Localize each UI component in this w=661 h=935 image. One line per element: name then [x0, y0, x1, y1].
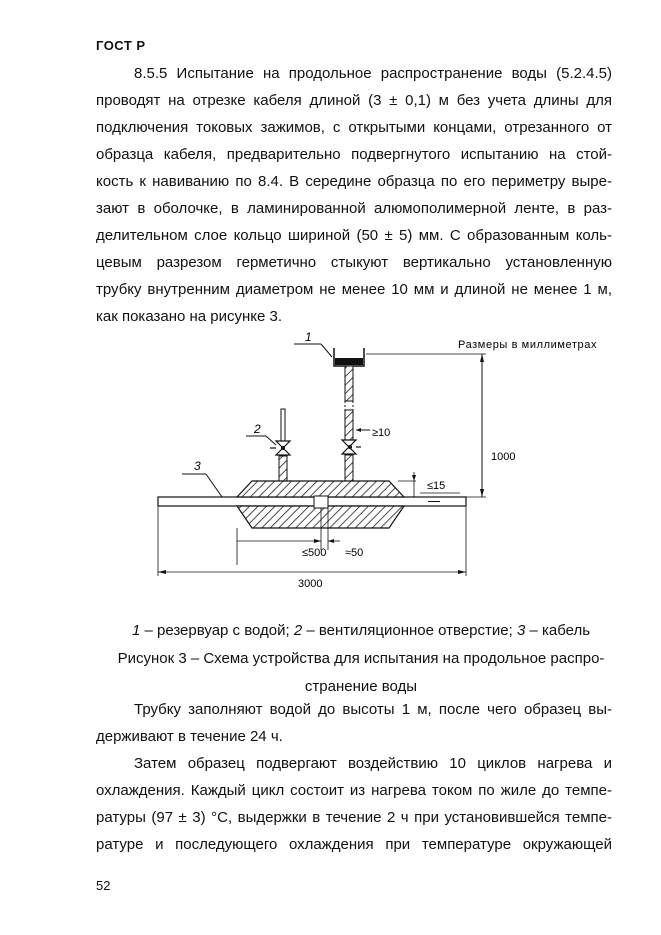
vertical-tube: [345, 366, 353, 481]
legend-num: 2: [293, 622, 303, 639]
paragraph-cycles: [96, 750, 612, 858]
text-line: Трубку заполняют водой до высоты 1 м, после чего образец вы-: [134, 701, 612, 718]
text-line: Затем образец подвергают воздействию 10 циклов нагрева и: [134, 755, 612, 772]
legend-text: – кабель: [525, 622, 591, 639]
water-reservoir: [334, 348, 364, 366]
dimension-approx50: ≈50: [345, 547, 364, 559]
legend-text: – вентиляционное отверстие;: [302, 622, 517, 639]
text-line: ратуры (97 ± 3) °С, выдержки в течение 2 ч при установившейся темпе-: [96, 809, 612, 826]
text-line: подключения токовых зажимов, с открытыми концами, отрезанного от: [96, 119, 612, 136]
paragraph-8-5-5: [96, 60, 612, 330]
dimension-le15: ≤15: [427, 480, 446, 492]
dimension-ge10: ≥10: [372, 427, 391, 439]
text-line: 8.5.5 Испытание на продольное распространение воды (5.2.4.5): [134, 65, 612, 82]
dimension-1000: 1000: [491, 451, 516, 463]
cable: [158, 497, 466, 506]
page-number: 52: [96, 878, 111, 893]
vent-tube: [279, 409, 287, 482]
text-line: зают в оболочке, в ламинированной алюмополимерной ленте, в раз-: [96, 200, 612, 217]
text-line: трубку внутренним диаметром не менее 10 мм и длиной не менее 1 м,: [96, 281, 612, 298]
text-line: образца кабеля, предварительно подвергнутого испытанию на стой-: [96, 146, 612, 163]
sealing-sleeve-lower: [237, 506, 404, 528]
ring-cut: [314, 496, 328, 508]
dimension-le500: ≤500: [302, 547, 327, 559]
text-line: кость к навиванию по 8.4. В середине образца по его периметру выре-: [96, 173, 612, 190]
legend-num: 1: [131, 622, 141, 639]
text-line: как показано на рисунке 3.: [96, 308, 283, 325]
position-label-2: 2: [254, 422, 261, 436]
dimensions-note: Размеры в миллиметрах: [458, 339, 598, 351]
standard-header: ГОСТ Р: [96, 38, 146, 53]
figure-title: [96, 645, 626, 701]
figure-legend: [96, 617, 626, 645]
legend-text: – резервуар с водой;: [140, 622, 294, 639]
text-line: делительном слое кольцо шириной (50 ± 5) мм. С образованным коль-: [96, 227, 612, 244]
sealing-sleeve-upper: [237, 481, 404, 497]
position-label-3: 3: [194, 459, 201, 473]
paragraph-filling: [96, 696, 612, 750]
text-line: ратуре и последующего охлаждения при температуре окружающей: [96, 836, 612, 853]
vent-valve-icon: [270, 441, 290, 455]
main-valve-icon: [342, 440, 361, 454]
text-line: проводят на отрезке кабеля длиной (3 ± 0,1) м без учета длины для: [96, 92, 612, 109]
position-label-1: 1: [305, 330, 312, 344]
figure-title-line: странение воды: [304, 678, 418, 695]
figure-title-line: Рисунок 3 – Схема устройства для испытания на продольное распро-: [117, 650, 605, 667]
text-line: держивают в течение 24 ч.: [96, 728, 283, 745]
text-line: цевым разрезом герметично стыкуют вертикально установленную: [96, 254, 612, 271]
legend-num: 3: [516, 622, 526, 639]
dimension-3000: 3000: [298, 578, 323, 590]
text-line: охлаждения. Каждый цикл состоит из нагрева током по жиле до темпе-: [96, 782, 612, 799]
